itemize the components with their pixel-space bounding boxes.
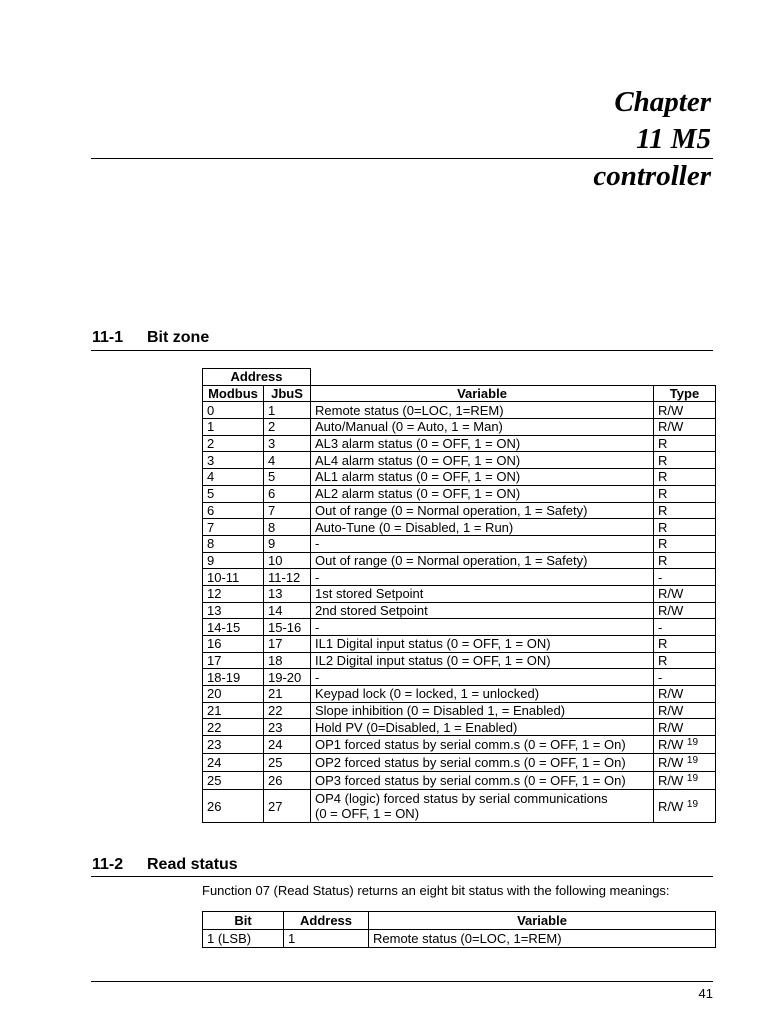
cell-jbus: 14 — [264, 602, 311, 619]
cell-type — [654, 552, 716, 569]
cell-type — [654, 754, 716, 772]
cell-type — [654, 585, 716, 602]
header-jbus: JbuS — [264, 385, 311, 402]
cell-jbus: 8 — [264, 519, 311, 536]
cell-variable: Slope inhibition (0 = Disabled 1, = Enabled) — [311, 702, 654, 719]
section-title: Read status — [147, 856, 238, 873]
cell-variable: Out of range (0 = Normal operation, 1 = Safety) — [311, 552, 654, 569]
cell-jbus: 18 — [264, 652, 311, 669]
header-bit: Bit — [203, 912, 284, 930]
chapter-line-3: controller — [593, 160, 711, 192]
cell-variable: Out of range (0 = Normal operation, 1 = Safety) — [311, 502, 654, 519]
footnote-ref: 19 — [686, 798, 699, 810]
table-row — [203, 585, 716, 602]
table-row — [203, 686, 716, 703]
cell-type — [654, 619, 716, 636]
type-value: - — [658, 619, 663, 635]
type-value: R — [658, 552, 668, 568]
cell-modbus: 9 — [203, 552, 264, 569]
cell-modbus: 4 — [203, 469, 264, 486]
table-row — [203, 485, 716, 502]
cell-type — [654, 602, 716, 619]
cell-type — [654, 702, 716, 719]
cell-jbus: 22 — [264, 702, 311, 719]
type-value: R — [658, 486, 668, 502]
cell-variable: - — [311, 569, 654, 586]
cell-modbus: 18-19 — [203, 669, 264, 686]
table-row — [203, 772, 716, 790]
cell-variable — [311, 790, 654, 823]
cell-variable: 1st stored Setpoint — [311, 585, 654, 602]
cell-modbus: 3 — [203, 452, 264, 469]
section-number: 11-2 — [92, 856, 124, 873]
cell-type — [654, 790, 716, 823]
cell-variable-line-2: (0 = OFF, 1 = ON) — [315, 806, 420, 822]
cell-variable: Keypad lock (0 = locked, 1 = unlocked) — [311, 686, 654, 703]
cell-jbus: 2 — [264, 419, 311, 436]
footnote-ref: 19 — [686, 755, 699, 767]
cell-type — [654, 669, 716, 686]
cell-jbus: 17 — [264, 636, 311, 653]
cell-variable: - — [311, 535, 654, 552]
cell-type — [654, 719, 716, 736]
cell-modbus: 26 — [203, 790, 264, 823]
cell-variable: AL3 alarm status (0 = OFF, 1 = ON) — [311, 435, 654, 452]
cell-modbus: 17 — [203, 652, 264, 669]
table-group-header-row — [203, 369, 716, 386]
table-header-row — [203, 912, 716, 930]
cell-variable: AL2 alarm status (0 = OFF, 1 = ON) — [311, 485, 654, 502]
cell-type — [654, 435, 716, 452]
type-value: R/W — [658, 402, 684, 418]
cell-modbus: 25 — [203, 772, 264, 790]
footnote-ref: 19 — [686, 773, 699, 785]
cell-type — [654, 569, 716, 586]
cell-variable: OP1 forced status by serial comm.s (0 = OFF, 1 = On) — [311, 736, 654, 754]
cell-jbus: 3 — [264, 435, 311, 452]
table-row — [203, 552, 716, 569]
type-value: R — [658, 452, 668, 468]
table-row — [203, 669, 716, 686]
bit-zone-table — [202, 368, 716, 823]
table-row — [203, 930, 716, 948]
type-value: R/W — [658, 586, 684, 602]
cell-modbus: 6 — [203, 502, 264, 519]
cell-modbus: 7 — [203, 519, 264, 536]
type-value: R/W — [658, 602, 684, 618]
cell-variable: IL2 Digital input status (0 = OFF, 1 = ON) — [311, 652, 654, 669]
header-modbus: Modbus — [203, 385, 264, 402]
table-header-row — [203, 385, 716, 402]
type-value: R/W — [658, 419, 684, 435]
cell-variable: Remote status (0=LOC, 1=REM) — [311, 402, 654, 419]
cell-address: 1 — [284, 930, 369, 948]
cell-jbus: 27 — [264, 790, 311, 823]
cell-type — [654, 686, 716, 703]
type-value: R — [658, 519, 668, 535]
cell-jbus: 4 — [264, 452, 311, 469]
type-value: R/W — [658, 737, 684, 753]
cell-jbus: 11-12 — [264, 569, 311, 586]
table-row — [203, 736, 716, 754]
type-value: R/W — [658, 798, 684, 814]
table-row — [203, 719, 716, 736]
table-row — [203, 602, 716, 619]
header-address: Address — [284, 912, 369, 930]
chapter-line-2: 11 M5 — [636, 123, 711, 155]
cell-jbus: 6 — [264, 485, 311, 502]
cell-jbus: 10 — [264, 552, 311, 569]
section-divider — [91, 350, 713, 351]
cell-jbus: 25 — [264, 754, 311, 772]
read-status-intro: Function 07 (Read Status) returns an eight bit status with the following meanings: — [202, 883, 670, 898]
bit-table-body — [203, 402, 716, 790]
cell-variable: OP2 forced status by serial comm.s (0 = OFF, 1 = On) — [311, 754, 654, 772]
chapter-line-1: Chapter — [614, 86, 711, 118]
cell-jbus: 26 — [264, 772, 311, 790]
cell-type — [654, 652, 716, 669]
read-status-table — [202, 911, 716, 948]
cell-bit: 1 (LSB) — [203, 930, 284, 948]
cell-modbus: 2 — [203, 435, 264, 452]
cell-modbus: 10-11 — [203, 569, 264, 586]
section-divider — [91, 876, 713, 877]
cell-modbus: 8 — [203, 535, 264, 552]
table-row — [203, 452, 716, 469]
header-variable: Variable — [369, 912, 716, 930]
table-row — [203, 569, 716, 586]
cell-variable: - — [311, 619, 654, 636]
chapter-divider — [91, 158, 713, 159]
cell-modbus: 21 — [203, 702, 264, 719]
cell-variable: AL4 alarm status (0 = OFF, 1 = ON) — [311, 452, 654, 469]
cell-modbus: 24 — [203, 754, 264, 772]
type-value: R — [658, 536, 668, 552]
type-value: R/W — [658, 703, 684, 719]
cell-type — [654, 469, 716, 486]
cell-variable: - — [311, 669, 654, 686]
section-number: 11-1 — [92, 329, 124, 346]
type-value: R — [658, 436, 668, 452]
type-value: R — [658, 502, 668, 518]
section-heading-read-status — [92, 856, 238, 874]
section-heading-bit-zone — [92, 329, 209, 347]
table-row — [203, 435, 716, 452]
type-value: R/W — [658, 755, 684, 771]
cell-jbus: 7 — [264, 502, 311, 519]
table-row — [203, 790, 716, 823]
table-row — [203, 402, 716, 419]
cell-modbus: 23 — [203, 736, 264, 754]
page-number: 41 — [698, 986, 713, 1001]
cell-jbus: 5 — [264, 469, 311, 486]
cell-jbus: 13 — [264, 585, 311, 602]
table-row — [203, 754, 716, 772]
table-row — [203, 652, 716, 669]
table-row — [203, 619, 716, 636]
type-value: R — [658, 469, 668, 485]
cell-modbus: 20 — [203, 686, 264, 703]
cell-jbus: 9 — [264, 535, 311, 552]
cell-variable: Auto-Tune (0 = Disabled, 1 = Run) — [311, 519, 654, 536]
cell-variable: Remote status (0=LOC, 1=REM) — [369, 930, 716, 948]
cell-modbus: 12 — [203, 585, 264, 602]
cell-type — [654, 502, 716, 519]
cell-jbus: 15-16 — [264, 619, 311, 636]
cell-type — [654, 636, 716, 653]
cell-jbus: 19-20 — [264, 669, 311, 686]
table-row — [203, 702, 716, 719]
table-row — [203, 636, 716, 653]
table-row — [203, 519, 716, 536]
cell-type — [654, 772, 716, 790]
header-variable: Variable — [311, 385, 654, 402]
cell-variable-line-1: OP4 (logic) forced status by serial communications — [315, 791, 608, 807]
cell-variable: OP3 forced status by serial comm.s (0 = OFF, 1 = On) — [311, 772, 654, 790]
cell-variable: IL1 Digital input status (0 = OFF, 1 = ON) — [311, 636, 654, 653]
type-value: - — [658, 669, 663, 685]
cell-variable: Hold PV (0=Disabled, 1 = Enabled) — [311, 719, 654, 736]
type-value: R/W — [658, 719, 684, 735]
type-value: - — [658, 569, 663, 585]
section-title: Bit zone — [147, 329, 210, 346]
type-value: R/W — [658, 773, 684, 789]
footnote-ref: 19 — [686, 737, 699, 749]
cell-modbus: 13 — [203, 602, 264, 619]
cell-type — [654, 519, 716, 536]
table-row — [203, 502, 716, 519]
cell-variable: Auto/Manual (0 = Auto, 1 = Man) — [311, 419, 654, 436]
cell-jbus: 23 — [264, 719, 311, 736]
cell-jbus: 24 — [264, 736, 311, 754]
address-group-header: Address — [203, 369, 311, 386]
cell-type — [654, 535, 716, 552]
cell-type — [654, 452, 716, 469]
cell-modbus: 1 — [203, 419, 264, 436]
cell-variable: AL1 alarm status (0 = OFF, 1 = ON) — [311, 469, 654, 486]
table-row — [203, 535, 716, 552]
cell-modbus: 22 — [203, 719, 264, 736]
type-value: R — [658, 653, 668, 669]
header-type: Type — [654, 385, 716, 402]
cell-type — [654, 419, 716, 436]
type-value: R — [658, 636, 668, 652]
cell-modbus: 0 — [203, 402, 264, 419]
cell-modbus: 5 — [203, 485, 264, 502]
footer-divider — [91, 981, 713, 982]
table-row — [203, 419, 716, 436]
cell-type — [654, 485, 716, 502]
cell-jbus: 1 — [264, 402, 311, 419]
cell-jbus: 21 — [264, 686, 311, 703]
cell-variable: 2nd stored Setpoint — [311, 602, 654, 619]
cell-modbus: 14-15 — [203, 619, 264, 636]
cell-modbus: 16 — [203, 636, 264, 653]
cell-type — [654, 736, 716, 754]
chapter-heading — [593, 84, 711, 195]
cell-type — [654, 402, 716, 419]
type-value: R/W — [658, 686, 684, 702]
table-row — [203, 469, 716, 486]
